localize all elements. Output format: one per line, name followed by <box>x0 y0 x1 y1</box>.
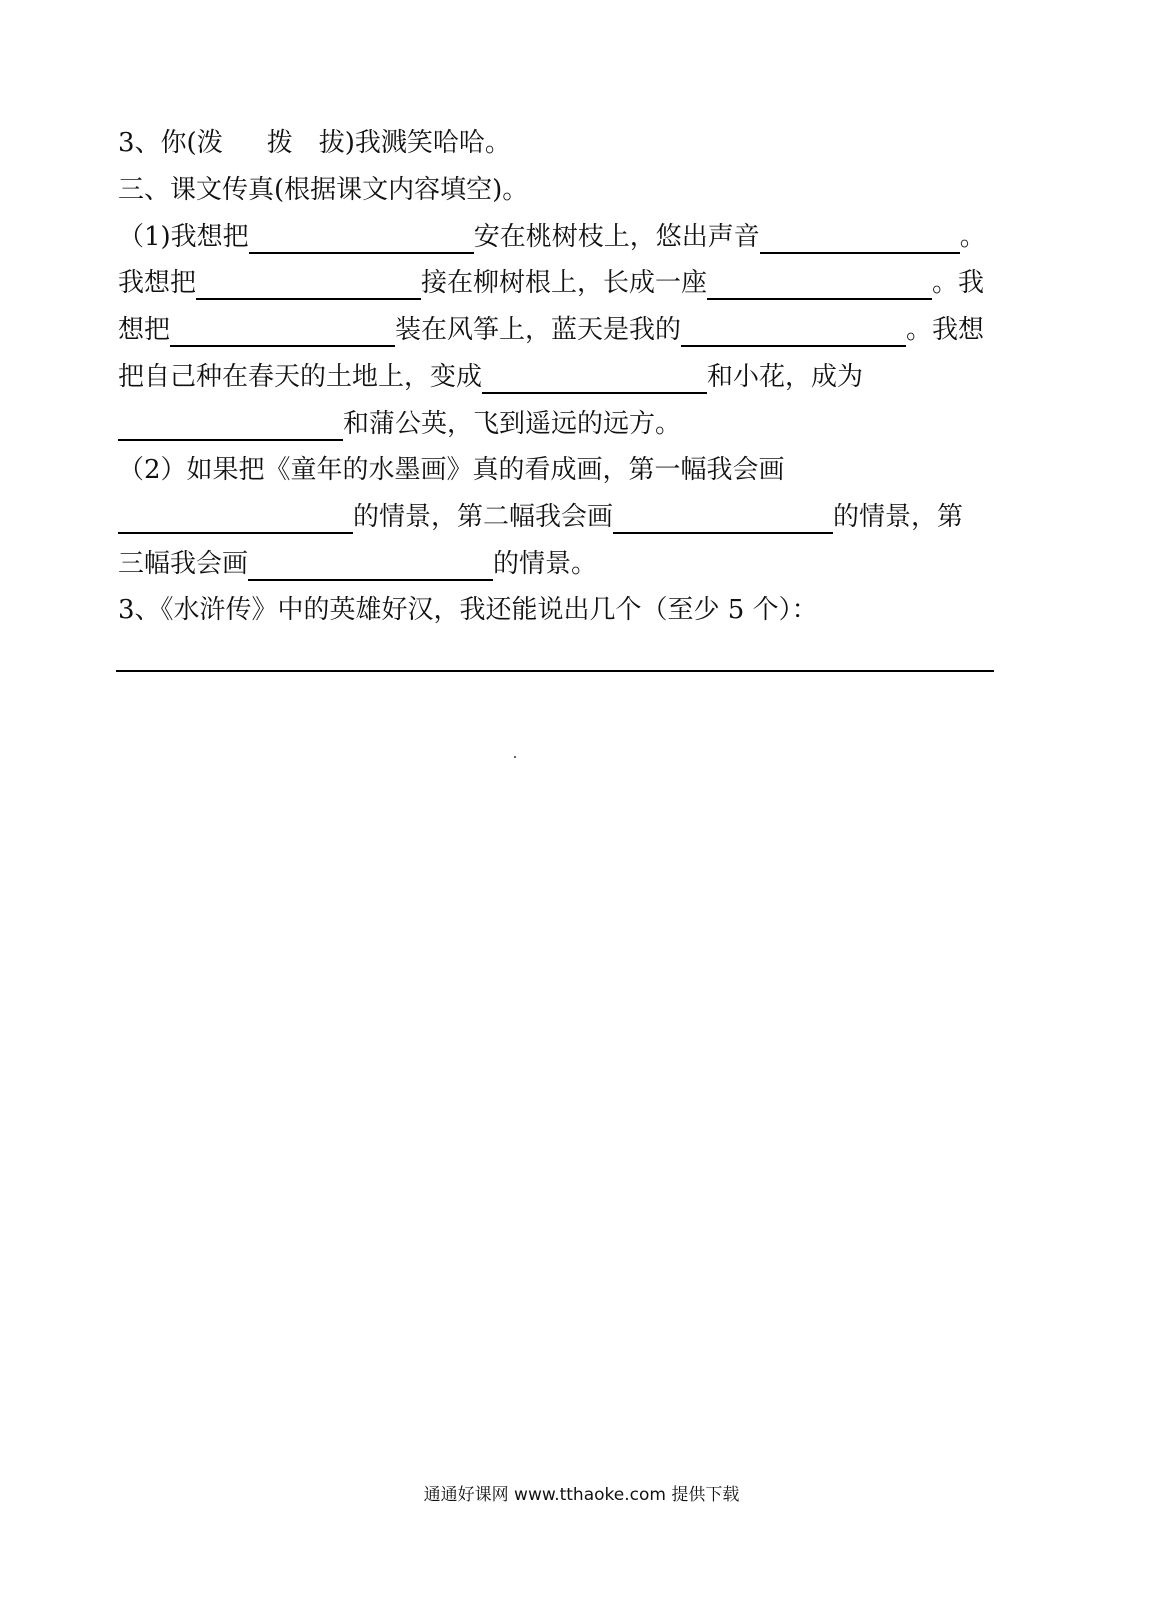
option-2: 拨 <box>266 128 293 158</box>
p1-line-4: 把自己种在春天的土地上，变成 和小花，成为 <box>118 362 864 392</box>
footer-credit: 通通好课网 www.tthaoke.com 提供下载 <box>423 1485 740 1505</box>
p1-line-5: 和蒲公英，飞到遥远的远方。 <box>118 407 681 441</box>
blank-2[interactable] <box>760 224 960 254</box>
q3-prefix: 3、你( <box>118 128 197 158</box>
blank-8[interactable] <box>118 411 343 441</box>
heroes-answer-line[interactable] <box>116 670 994 672</box>
blank-6[interactable] <box>681 317 906 347</box>
option-1: 泼 <box>196 128 223 158</box>
question-3-heroes: 3、《水浒传》中的英雄好汉，我还能说出几个（至少 5 个）： <box>118 595 818 625</box>
q3-suffix: )我溅笑哈哈。 <box>344 128 511 158</box>
blank-1[interactable] <box>249 224 474 254</box>
p1-line-1: （1)我想把 安在桃树枝上，悠出声音 。 <box>118 222 986 252</box>
scan-dot <box>514 756 516 758</box>
blank-4[interactable] <box>707 270 932 300</box>
blank-5[interactable] <box>170 317 395 347</box>
blank-3[interactable] <box>196 270 421 300</box>
blank-11[interactable] <box>248 551 493 581</box>
p1-line-2: 我想把 接在柳树根上，长成一座 。我 <box>118 268 985 298</box>
section-3-title: 三、课文传真(根据课文内容填空)。 <box>118 175 529 205</box>
question-3-choice <box>118 126 511 160</box>
p2-line-2: 的情景，第二幅我会画 的情景，第 <box>118 500 963 534</box>
p2-line-1: （2）如果把《童年的水墨画》真的看成画，第一幅我会画 <box>118 455 785 485</box>
blank-9[interactable] <box>118 504 353 534</box>
blank-10[interactable] <box>613 504 833 534</box>
p2-line-3: 三幅我会画 的情景。 <box>118 549 598 579</box>
option-3: 拔 <box>318 128 345 158</box>
p1-line-3: 想把 装在风筝上，蓝天是我的 。我想 <box>118 315 985 345</box>
blank-7[interactable] <box>482 364 707 394</box>
